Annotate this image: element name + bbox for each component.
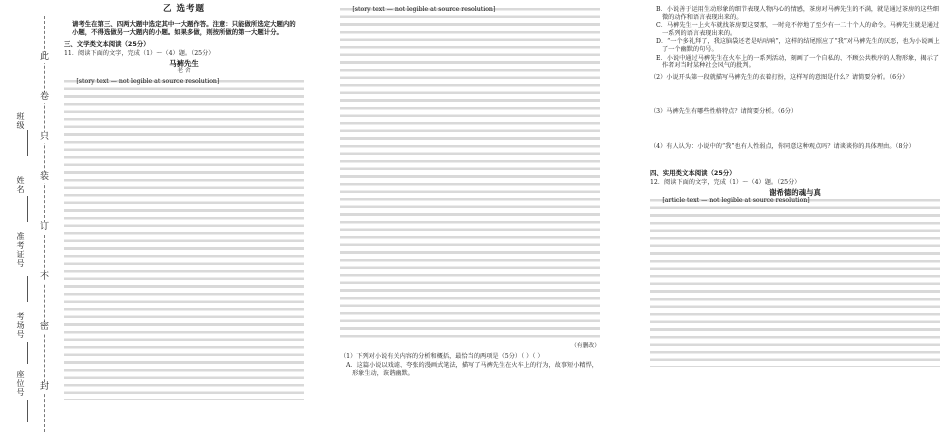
field-label-class: 班级 <box>16 112 25 130</box>
option-b: B．小说善于运用生动形象的细节表现人物内心的情感，茶房对马裤先生的不满，就是通过茶房的这些细微的动作和语言表现出来的。 <box>656 6 939 21</box>
column-2 <box>340 6 600 378</box>
field-line <box>27 400 28 422</box>
source-note: （有删改） <box>571 343 600 349</box>
story-title: 马裤先生 <box>169 58 199 68</box>
binding-gutter <box>0 0 62 448</box>
article-title: 谢希德的魂与真 <box>769 187 821 197</box>
field-line <box>27 276 28 302</box>
section-notice: 请考生在第三、四两大题中选定其中一大题作答。注意：只能做所选定大题内的小题，不得选做另一大题内的小题。如果多做，则按所做的第一大题计分。 <box>72 19 296 36</box>
article-text-block <box>650 197 940 367</box>
section-title: 乙 选考题 <box>163 4 205 14</box>
column-1 <box>64 6 304 400</box>
question-3: （3）马裤先生有哪些性格特点？请简要分析。（6分） <box>650 108 798 116</box>
field-line <box>27 342 28 364</box>
fold-char: 封 <box>39 382 49 392</box>
fold-char: 卷 <box>39 92 49 102</box>
fold-char: 订 <box>39 222 49 232</box>
field-line <box>27 196 28 222</box>
fold-char: 只 <box>39 132 49 142</box>
q11-stem: 11．阅读下面的文字，完成（1）～（4）题。（25分） <box>64 50 215 58</box>
option-e: E．小说中通过马裤先生在火车上的一系列活动，刻画了一个自私的、不顾公共秩序的人物形象，揭示了作者对当时某种社会风气的批判。 <box>656 54 939 70</box>
part4-heading: 四、实用类文本阅读（25分） <box>650 168 736 177</box>
q12-stem: 12．阅读下面的文字，完成（1）～（4）题。（25分） <box>650 179 801 187</box>
field-label-name: 姓名 <box>16 176 25 194</box>
option-c: C．马裤先生一上火车就找茶房要这要那，一时竟不停地了至少有一二十个人的命令。马裤先生就是通过一系列的语言表现出来的。 <box>656 22 940 37</box>
fold-char: 密 <box>39 322 49 332</box>
story-text-placeholder: [story text — not legible at source resolution] <box>340 6 600 342</box>
option-d: D．“一个多礼拜了，我这脑袋还老是咕咕响”，这样的结尾照应了“我”对马裤先生的厌恶，也为小说画上了一个幽默的句号。 <box>656 38 940 53</box>
story-author: 老 舍 <box>177 68 191 75</box>
part3-heading: 三、文学类文本阅读（25分） <box>64 39 150 48</box>
answer-space <box>650 83 940 107</box>
field-label-room: 考场号 <box>16 312 25 339</box>
column-3 <box>650 6 940 367</box>
question-4: （4）有人认为：小说中的“我”也有人性弱点，你同意这种观点吗？请谈谈你的具体理由。（8分） <box>650 142 915 150</box>
article-text-placeholder: [article text — not legible at source resolution] <box>650 197 940 367</box>
fold-char: 此 <box>39 52 49 62</box>
field-label-seat: 座位号 <box>16 370 25 397</box>
answer-space <box>650 153 940 167</box>
question-2: （2）小说开头第一段就描写马裤先生的衣着打扮，这样写的意图是什么？请简要分析。（6分） <box>650 73 909 81</box>
field-line <box>27 130 28 156</box>
question-1-stem: （1）下列对小说有关内容的分析和概括，最恰当的两项是（5分）（ ）（ ） <box>340 352 544 360</box>
story-text-placeholder: [story text — not legible at source resolution] <box>64 78 304 400</box>
field-label-exam-number: 准考证号 <box>16 232 25 268</box>
fold-char: 装 <box>39 172 49 182</box>
fold-char: 不 <box>39 272 49 282</box>
story-text-block <box>64 78 304 400</box>
story-text-continued <box>340 6 600 342</box>
option-a: A．这篇小说以戏谑、夸张的漫画式笔法，描写了马裤先生在火车上的行为，故事短小精悍，形象生动，诙谐幽默。 <box>346 362 598 377</box>
answer-space <box>650 118 940 142</box>
